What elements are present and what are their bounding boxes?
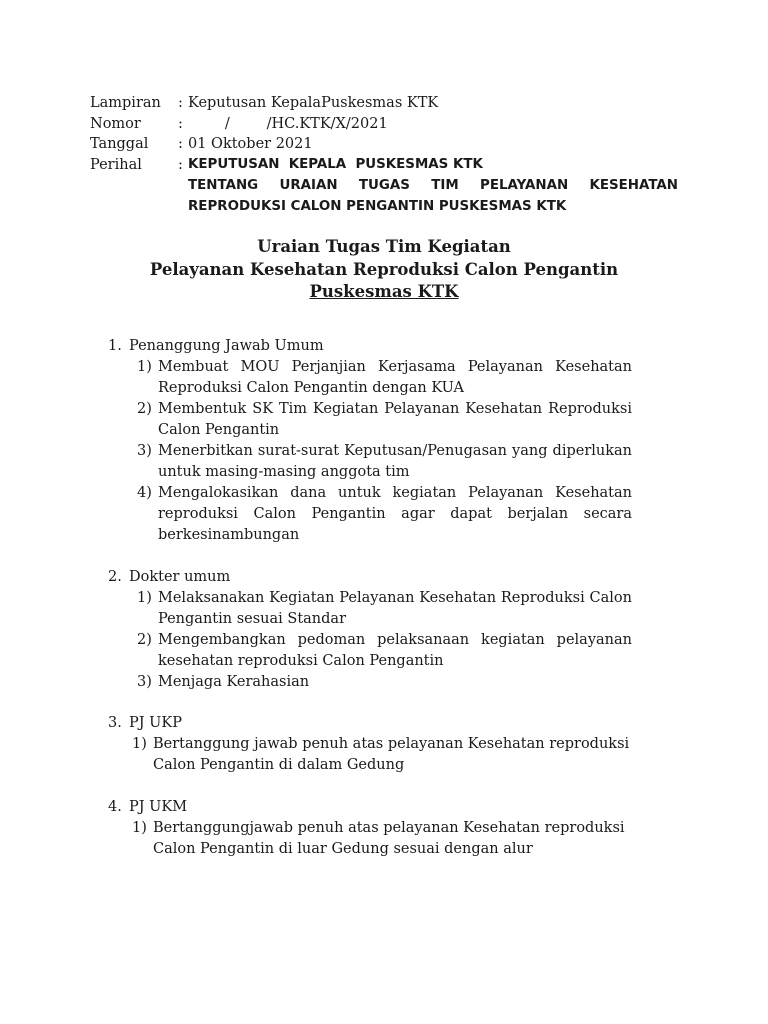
item-text: Menjaga Kerahasian (158, 674, 310, 690)
item-text: Bertanggung jawab penuh atas pelayanan Kesehatan reproduksi Calon Pengantin di dalam Gedung (153, 736, 630, 773)
duty-list (132, 818, 632, 860)
header-value: Keputusan KepalaPuskesmas KTK (188, 95, 439, 111)
item-text: Mengalokasikan dana untuk kegiatan Pelayanan Kesehatan reproduksi Calon Pengantin agar dapat berjalan secara berkesinambungan (158, 485, 632, 543)
title-line-underlined: Puskesmas KTK (309, 282, 459, 301)
section-number: 3. (108, 715, 122, 731)
item-text: Mengembangkan pedoman pelaksanaan kegiatan pelayanan kesehatan reproduksi Calon Pengantin (158, 632, 632, 669)
section-number: 4. (108, 799, 122, 815)
duty-section (108, 567, 648, 693)
header-value: / /HC.KTK/X/2021 (188, 115, 388, 132)
section-heading (108, 797, 648, 818)
title-line: Pelayanan Kesehatan Reproduksi Calon Pengantin (149, 259, 619, 279)
section-number: 1. (108, 338, 122, 354)
item-number: 4) (137, 485, 152, 501)
header-value: KEPUTUSAN KEPALA PUSKESMAS KTK (188, 156, 483, 172)
item-text: Melaksanakan Kegiatan Pelayanan Kesehatan Reproduksi Calon Pengantin sesuai Standar (158, 590, 632, 627)
duty-list (137, 588, 632, 693)
item-text: Menerbitkan surat-surat Keputusan/Penugasan yang diperlukan untuk masing-masing anggota tim (158, 443, 632, 480)
perihal-continuation (188, 175, 678, 217)
header-separator: : (178, 156, 183, 173)
item-number: 1) (132, 820, 147, 836)
section-title: PJ UKP (129, 715, 182, 731)
letter-header (90, 93, 690, 175)
item-number: 2) (137, 401, 152, 417)
section-title: Penanggung Jawab Umum (129, 338, 324, 354)
section-heading (108, 567, 648, 588)
section-number: 2. (108, 569, 122, 585)
list-item (137, 588, 632, 630)
item-text: Membuat MOU Perjanjian Kerjasama Pelayanan Kesehatan Reproduksi Calon Pengantin dengan KUA (158, 359, 632, 396)
item-text: Membentuk SK Tim Kegiatan Pelayanan Kesehatan Reproduksi Calon Pengantin (158, 401, 632, 438)
list-item (132, 734, 632, 776)
header-separator: : (178, 136, 183, 152)
header-row-lampiran (90, 93, 690, 114)
duty-list (137, 357, 632, 546)
item-number: 3) (137, 674, 152, 690)
header-row-tanggal (90, 134, 690, 155)
duty-section (108, 336, 648, 546)
list-item (137, 672, 632, 693)
item-number: 1) (132, 736, 147, 752)
header-key: Lampiran (90, 95, 161, 111)
list-item (137, 483, 632, 546)
header-row-perihal (90, 155, 690, 176)
duty-section (108, 713, 648, 776)
list-item (137, 357, 632, 399)
header-key: Perihal (90, 156, 142, 173)
perihal-line: REPRODUKSI CALON PENGANTIN PUSKESMAS KTK (188, 199, 567, 214)
section-heading (108, 713, 648, 734)
item-number: 2) (137, 632, 152, 648)
header-separator: : (178, 95, 183, 111)
item-text: Bertanggungjawab penuh atas pelayanan Kesehatan reproduksi Calon Pengantin di luar Gedung sesuai dengan alur (153, 820, 625, 857)
header-row-nomor (90, 114, 690, 135)
section-title: PJ UKM (129, 799, 188, 815)
section-heading (108, 336, 648, 357)
header-key: Nomor (90, 115, 141, 132)
item-number: 3) (137, 443, 152, 459)
header-value: 01 Oktober 2021 (188, 136, 313, 152)
list-item (137, 399, 632, 441)
list-item (132, 818, 632, 860)
title-line: Uraian Tugas Tim Kegiatan (257, 237, 511, 256)
item-number: 1) (137, 590, 152, 606)
document-title (0, 236, 768, 304)
item-number: 1) (137, 359, 152, 375)
duty-section (108, 797, 648, 860)
list-item (137, 441, 632, 483)
perihal-line: TENTANG URAIAN TUGAS TIM PELAYANAN KESEHATAN (188, 178, 678, 193)
section-title: Dokter umum (129, 569, 231, 585)
duty-list (132, 734, 632, 776)
header-separator: : (178, 115, 183, 132)
header-key: Tanggal (90, 136, 149, 152)
list-item (137, 630, 632, 672)
